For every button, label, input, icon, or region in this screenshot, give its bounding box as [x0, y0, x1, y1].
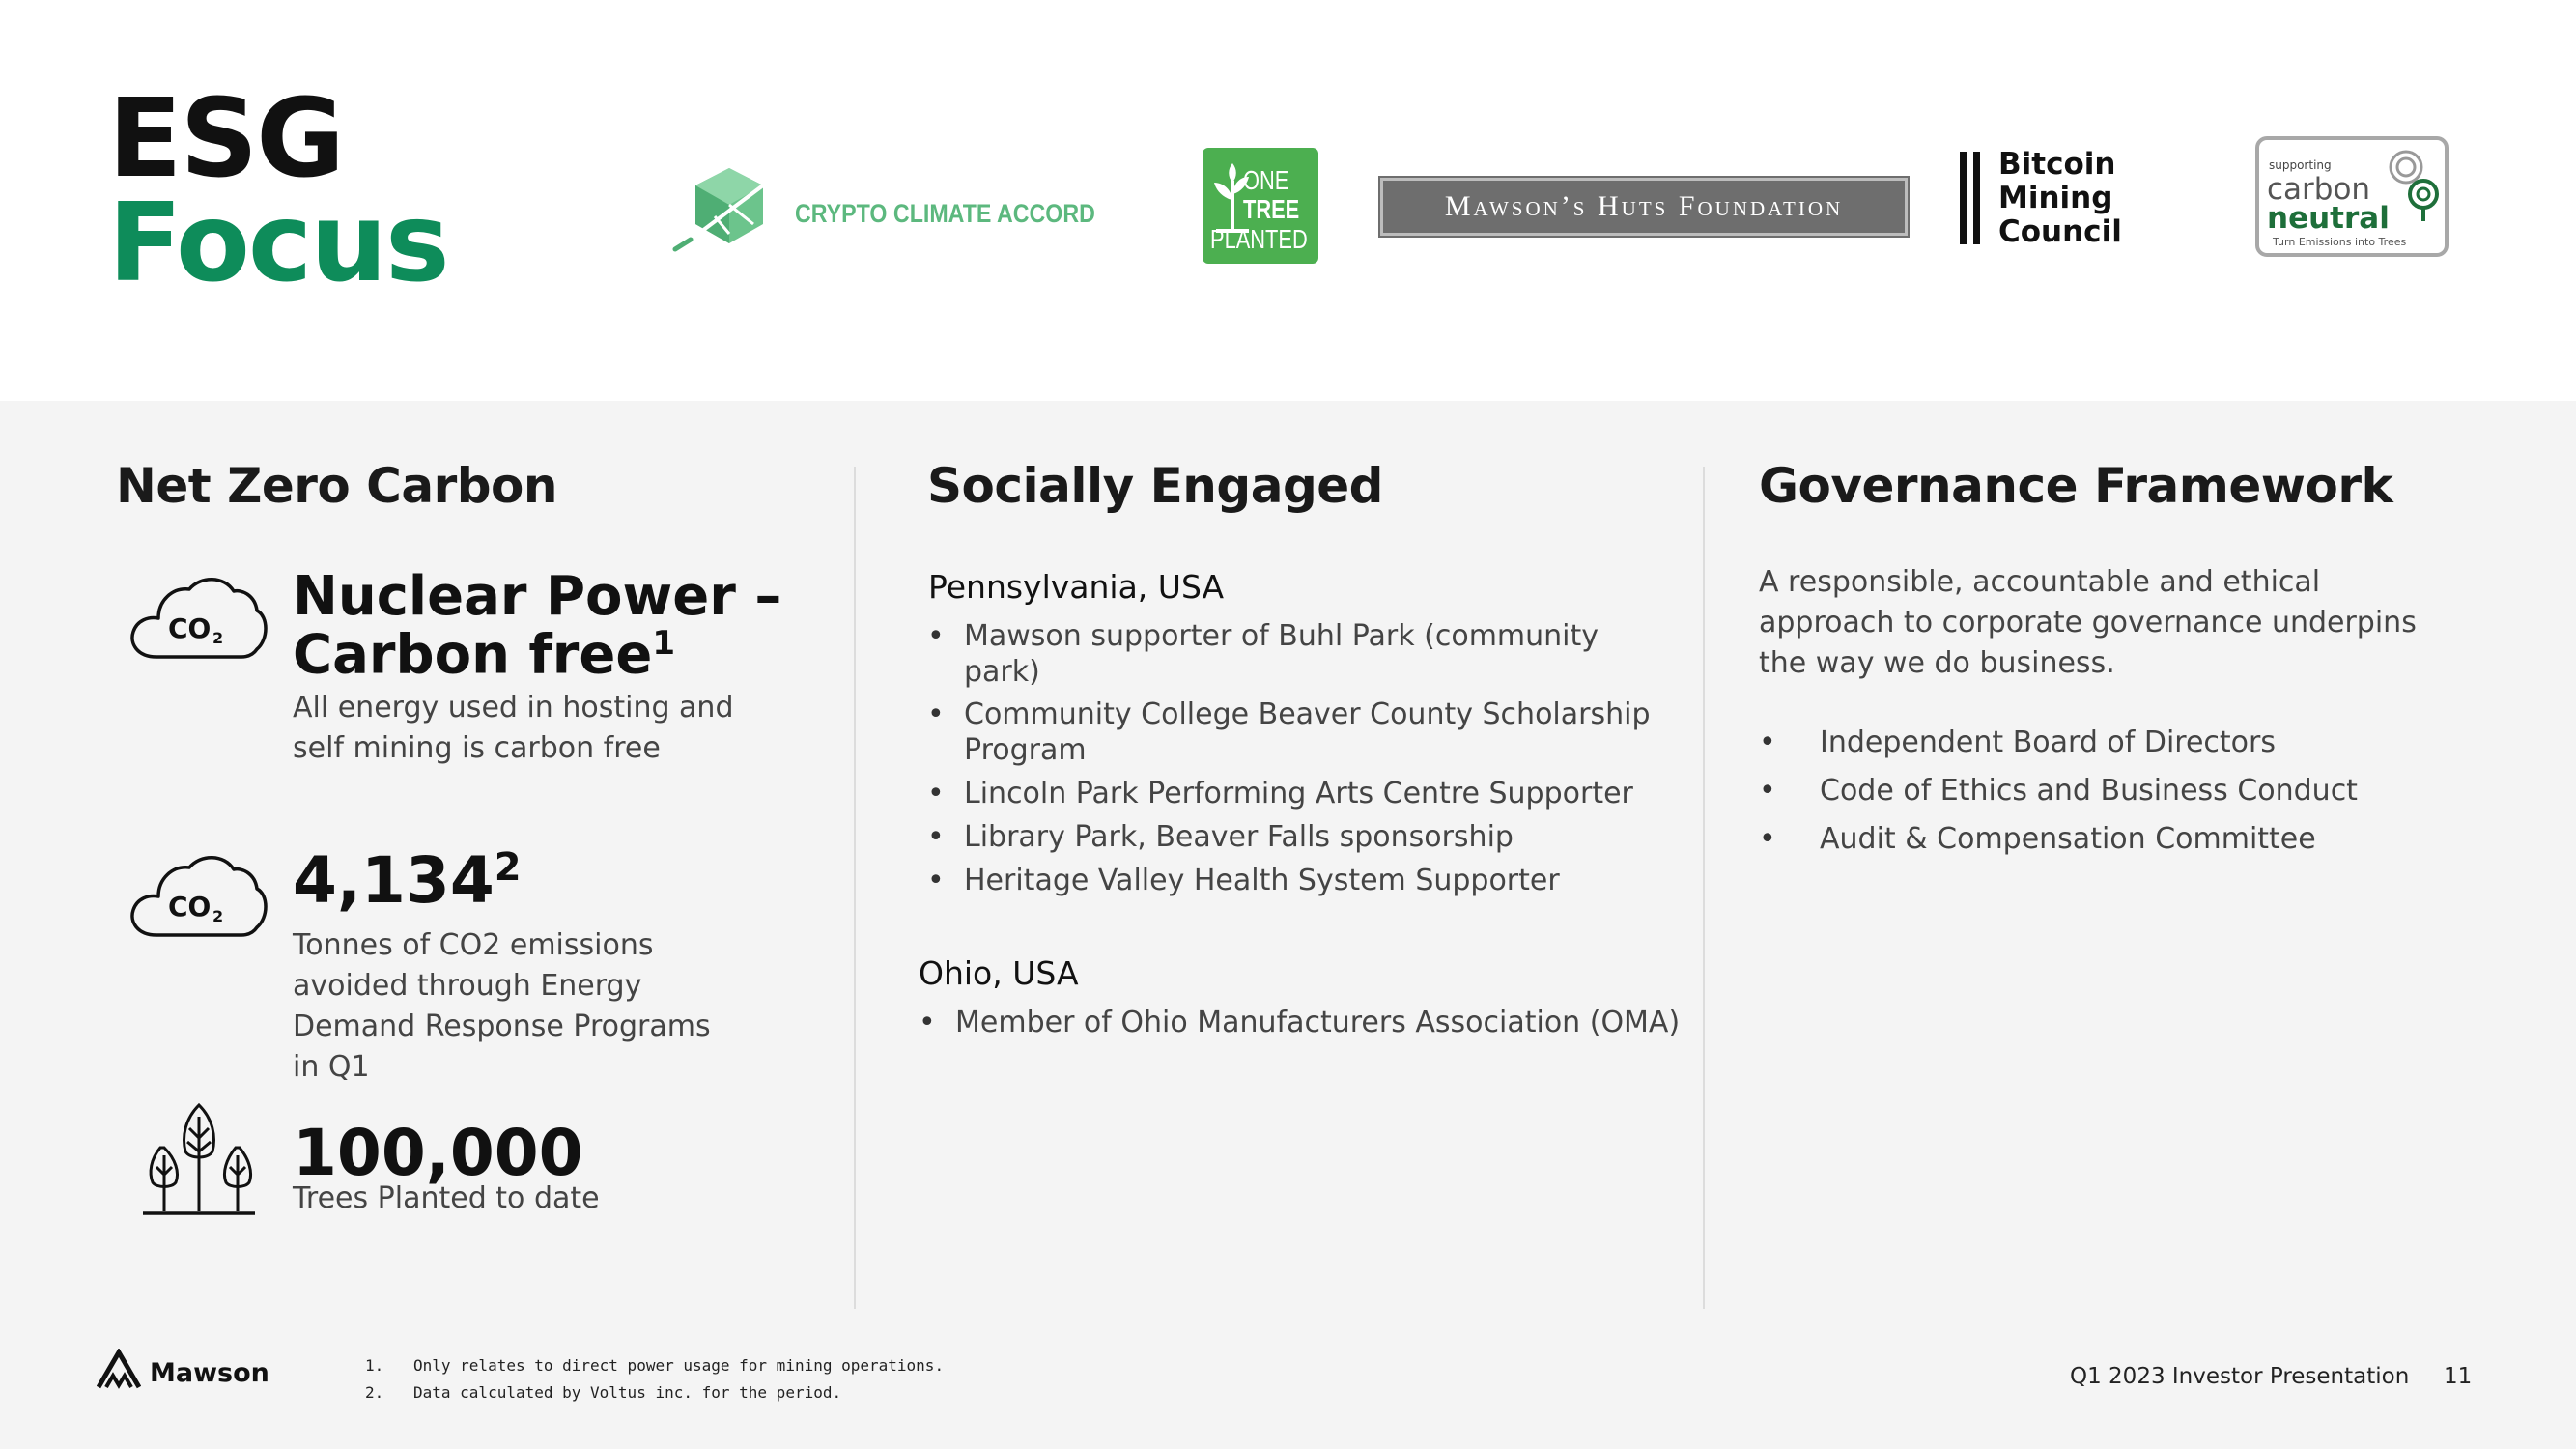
bmc-bar-icon: [1960, 152, 1967, 244]
mawson-brand: Mawson: [150, 1358, 269, 1388]
bitcoin-mining-council-logo: [1956, 148, 2139, 254]
list-item-text: Community College Beaver County Scholarship Program: [964, 697, 1651, 767]
page-number: 11: [2444, 1364, 2473, 1389]
list-item-text: Library Park, Beaver Falls sponsorship: [964, 820, 1514, 854]
bmc-bar-icon: [1973, 152, 1980, 244]
trees-value: 100,000: [293, 1116, 583, 1190]
tonnes-value-text: 4,134: [293, 843, 495, 918]
bullet: •: [1759, 774, 1776, 808]
list-item: [927, 863, 1661, 898]
bullet: •: [927, 697, 945, 731]
list-item-text: Member of Ohio Manufacturers Association (OMA): [955, 1006, 1681, 1039]
list-item-text: Mawson supporter of Buhl Park (community park): [964, 619, 1599, 689]
ohio-heading: Ohio, USA: [919, 954, 1079, 992]
list-item-text: Audit & Compensation Committee: [1820, 822, 2316, 856]
list-item: [1759, 773, 2493, 809]
bullet: •: [927, 619, 945, 653]
bullet: •: [927, 820, 945, 854]
co2-sub: 2: [212, 907, 224, 925]
page-title-focus: Focus: [108, 181, 448, 306]
list-item: [919, 1005, 1682, 1040]
bullet: •: [1759, 822, 1776, 856]
footnote-text-1: Only relates to direct power usage for mining operations.: [413, 1356, 945, 1375]
co2-cloud-icon: [127, 850, 268, 942]
list-item-text: Lincoln Park Performing Arts Centre Supporter: [964, 777, 1633, 810]
footnote-num-1: 1.: [365, 1356, 384, 1375]
mawson-footer-logo: [97, 1349, 270, 1397]
bullet: •: [1759, 725, 1776, 759]
footnote-ref-1[interactable]: 1: [652, 624, 676, 664]
otp-line-one: ONE: [1243, 165, 1289, 195]
footnote-num-2: 2.: [365, 1383, 384, 1402]
bullet: •: [927, 864, 945, 897]
trees-desc: Trees Planted to date: [293, 1181, 600, 1215]
cn-tagline: Turn Emissions into Trees: [2273, 236, 2407, 248]
otp-line-tree: TREE: [1243, 194, 1300, 224]
governance-intro: A responsible, accountable and ethical approach to corporate governance underpins the way we do business.: [1759, 565, 2417, 680]
bullet: •: [919, 1006, 936, 1039]
footnote-text-2: Data calculated by Voltus inc. for the period.: [413, 1383, 842, 1402]
governance-heading: Governance Framework: [1759, 458, 2393, 514]
carbon-neutral-logo: [2255, 136, 2449, 257]
pennsylvania-heading: Pennsylvania, USA: [928, 568, 1225, 606]
column-divider: [1703, 467, 1705, 1309]
co2-cloud-icon: [127, 572, 268, 664]
otp-line-planted: PLANTED: [1210, 224, 1308, 254]
nuclear-title: [293, 565, 782, 688]
tonnes-value: [293, 843, 522, 918]
list-item: [927, 618, 1661, 690]
presentation-label: Q1 2023 Investor Presentation: [2070, 1364, 2410, 1389]
mawson-mountain-icon: [97, 1349, 141, 1389]
spiral-tree-icon: [2385, 146, 2443, 223]
co2-label: CO: [168, 891, 212, 923]
nuclear-line1: Nuclear Power –: [293, 565, 782, 628]
list-item: [927, 819, 1661, 855]
nuclear-desc: All energy used in hosting and self mining is carbon free: [293, 691, 734, 765]
trees-icon: [139, 1101, 260, 1222]
list-item-text: Independent Board of Directors: [1820, 725, 2276, 759]
bmc-line: Mining: [1998, 181, 2113, 215]
list-item: [927, 776, 1661, 811]
mawsons-huts-foundation-text: Mawson’s Huts Foundation: [1444, 190, 1844, 222]
list-item: [1759, 821, 2493, 857]
bitcoin-mining-council-text: [1998, 148, 2122, 249]
nuclear-line2-text: Carbon free: [293, 624, 653, 688]
co2-sub: 2: [212, 629, 224, 647]
crypto-climate-accord-text: CRYPTO CLIMATE ACCORD: [795, 199, 1095, 228]
leaf-hexagon-icon: [671, 164, 778, 256]
cn-carbon: carbon: [2267, 172, 2371, 207]
page-title-esg: ESG: [108, 76, 344, 202]
net-zero-heading: Net Zero Carbon: [116, 458, 557, 514]
list-item-text: Heritage Valley Health System Supporter: [964, 864, 1560, 897]
bmc-line: Council: [1998, 214, 2122, 249]
tonnes-desc: Tonnes of CO2 emissions avoided through Energy Demand Response Programs in Q1: [293, 928, 711, 1084]
cn-neutral: neutral: [2267, 201, 2390, 236]
list-item: [1759, 724, 2493, 760]
nuclear-line2: [293, 624, 781, 688]
footnote-ref-2[interactable]: 2: [494, 845, 522, 890]
social-heading: Socially Engaged: [927, 458, 1383, 514]
bullet: •: [927, 777, 945, 810]
bmc-line: Bitcoin: [1998, 147, 2116, 182]
co2-label: CO: [168, 612, 212, 644]
list-item: [927, 696, 1661, 768]
crypto-climate-accord-logo: [671, 164, 1096, 256]
column-divider: [854, 467, 856, 1309]
list-item-text: Code of Ethics and Business Conduct: [1820, 774, 2358, 808]
cn-supporting: supporting: [2269, 158, 2332, 172]
mawsons-huts-foundation-logo: [1380, 178, 1908, 236]
header-band: [0, 0, 2576, 401]
one-tree-planted-logo: [1203, 148, 1318, 264]
